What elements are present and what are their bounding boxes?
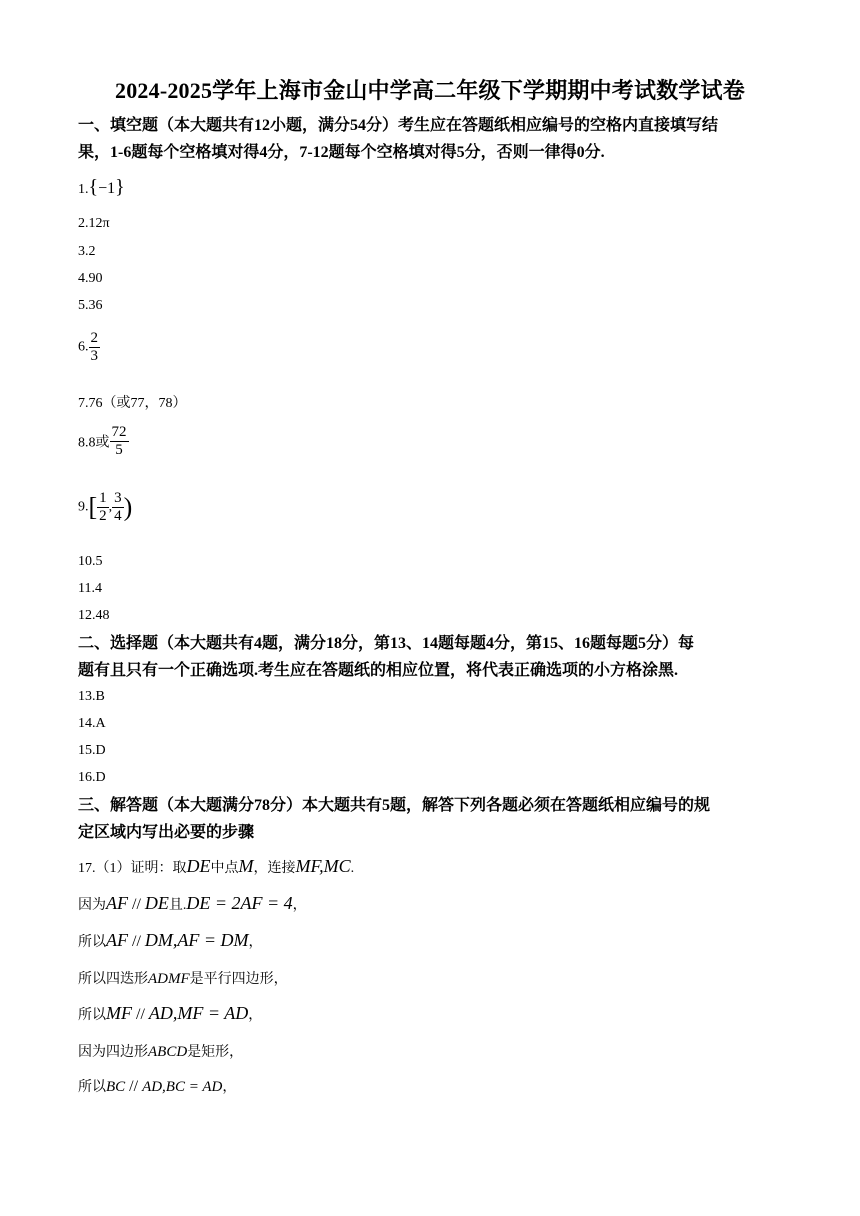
fraction: $\frac{3}{4}$	[114, 490, 122, 524]
fraction: $\frac{1}{2}$	[99, 490, 107, 524]
solution-line: 所以BC // AD,BC = AD，	[78, 1078, 237, 1095]
page-title: 2024-2025学年上海市金山中学高二年级下学期期中考试数学试卷	[115, 78, 745, 103]
answer-8: 8.8或 $\frac{72}{5}$	[78, 424, 127, 458]
solution-line: 因为四边形ABCD是矩形，	[78, 1044, 244, 1060]
solution-line: 所以AF // DM,AF = DM，	[78, 930, 263, 950]
section-solution-header	[78, 792, 784, 846]
answer-5: 5.36	[78, 298, 103, 313]
answer-9: 9.[ $\frac{1}{2}$ , $\frac{3}{4}$ )	[78, 490, 133, 524]
solution-line: 因为AF // DE且.DE = 2AF = 4，	[78, 893, 307, 913]
fraction: $\frac{2}{3}$	[90, 330, 98, 364]
answer-2: 2.12π	[78, 216, 110, 231]
section-line: 三、解答题（本大题满分78分）本大题共有5题，解答下列各题必须在答题纸相应编号的规	[78, 797, 711, 814]
solution-line: 所以四迭形ADMF是平行四边形，	[78, 971, 288, 987]
section-choice-header	[78, 630, 784, 684]
section-line: 一、填空题（本大题共有12小题，满分54分）考生应在答题纸相应编号的空格内直接填写结	[78, 117, 719, 134]
solution-line: 17.（1）证明：取DE中点M，连接MF,MC.	[78, 856, 355, 876]
answer-4: 4.90	[78, 271, 103, 286]
section-line: 二、选择题（本大题共有4题，满分18分，第13、14题每题4分，第15、16题每题5分）每	[78, 635, 695, 652]
section-line: 果，1-6题每个空格填对得4分，7-12题每个空格填对得5分，否则一律得0分.	[78, 144, 605, 161]
answer-13: 13.B	[78, 689, 105, 704]
section-line: 定区域内写出必要的步骤	[78, 824, 255, 841]
answer-6: 6. $\frac{2}{3}$	[78, 330, 98, 364]
answer-16: 16.D	[78, 770, 106, 785]
answer-12: 12.48	[78, 608, 110, 623]
section-line: 题有且只有一个正确选项.考生应在答题纸的相应位置，将代表正确选项的小方格涂黑.	[78, 662, 679, 679]
answer-7: 7.76（或77，78）	[78, 396, 187, 411]
answer-15: 15.D	[78, 743, 106, 758]
fraction: $\frac{72}{5}$	[111, 424, 127, 458]
solution-line: 所以MF // AD,MF = AD，	[78, 1003, 263, 1023]
answer-1: 1.{−1}	[78, 176, 125, 198]
answer-10: 10.5	[78, 554, 103, 569]
answer-11: 11.4	[78, 581, 102, 596]
answer-14: 14.A	[78, 716, 106, 731]
answer-3: 3.2	[78, 244, 96, 259]
section-fill-in-header	[78, 112, 784, 166]
